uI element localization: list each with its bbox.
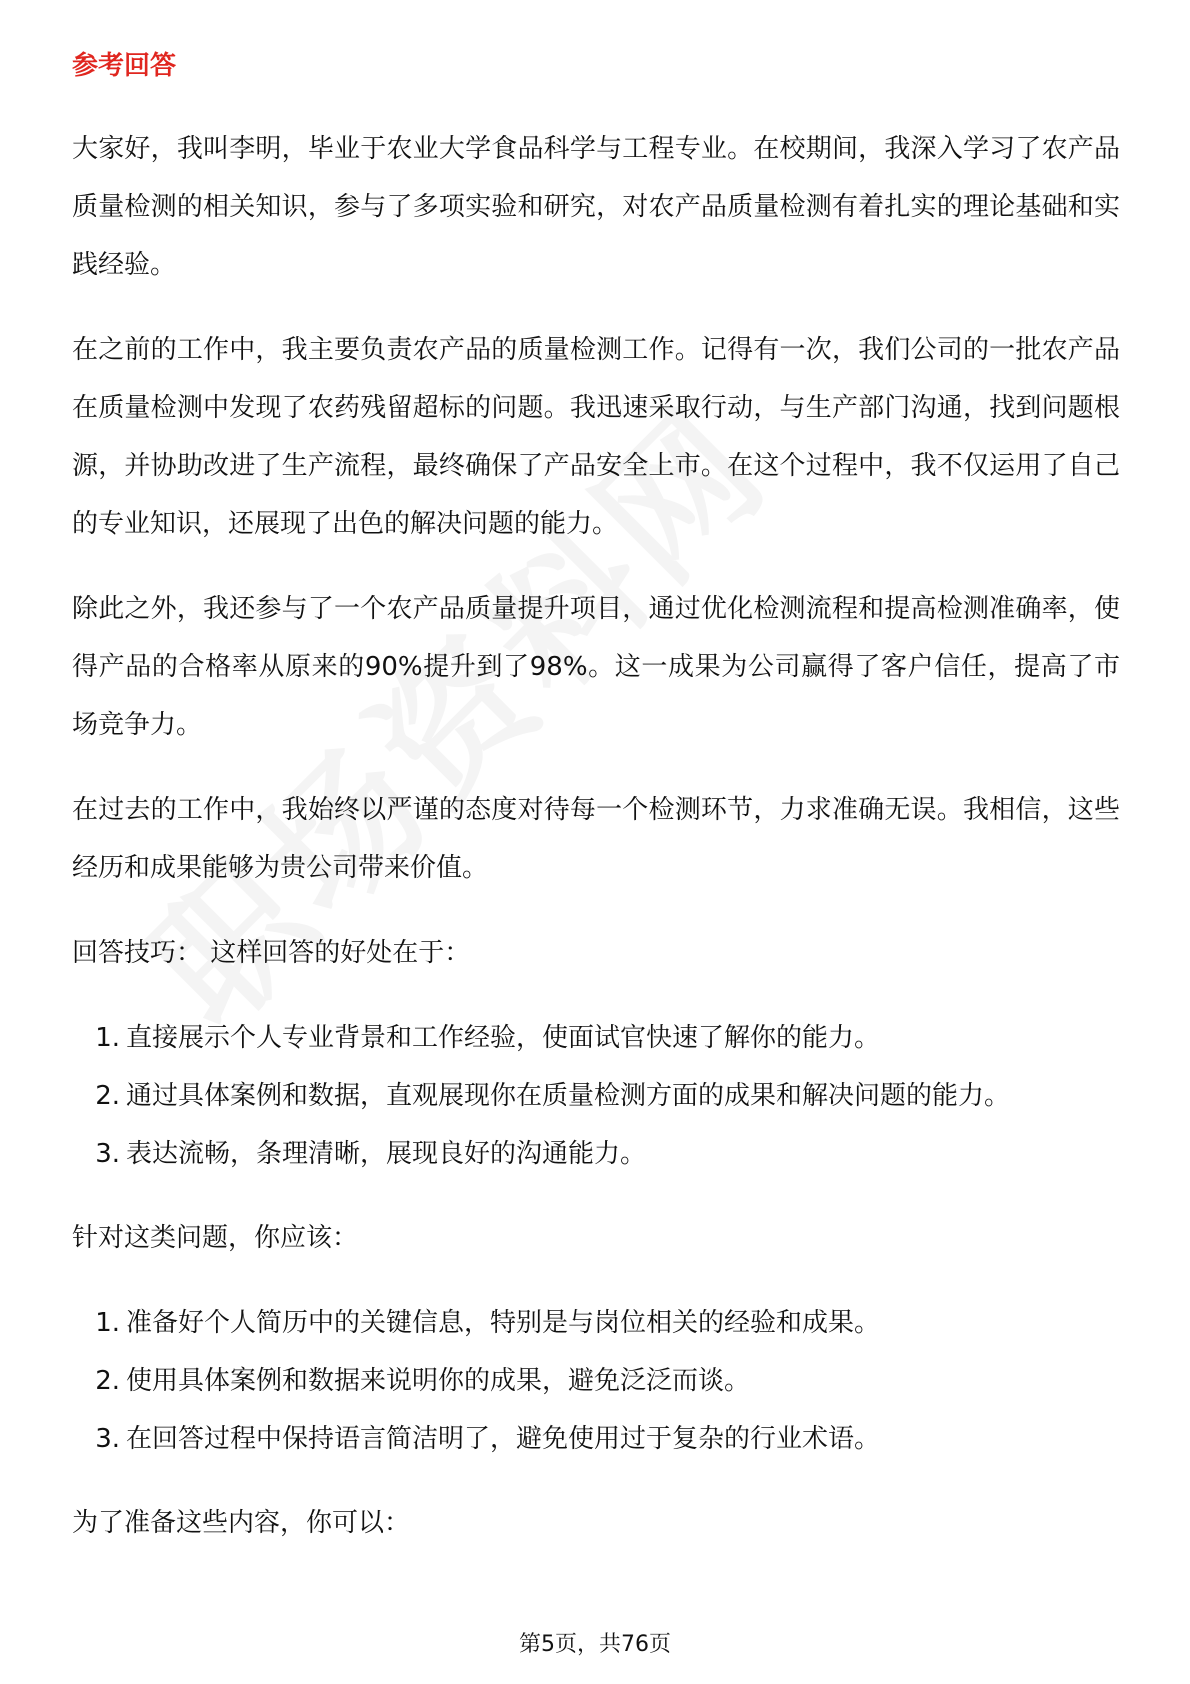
list-item-text: 通过具体案例和数据，直观展现你在质量检测方面的成果和解决问题的能力。: [126, 1081, 1011, 1111]
list-item-text: 准备好个人简历中的关键信息，特别是与岗位相关的经验和成果。: [126, 1308, 881, 1338]
list-number: 3.: [95, 1139, 120, 1169]
list-item-text: 直接展示个人专业背景和工作经验，使面试官快速了解你的能力。: [126, 1023, 881, 1053]
list-item: [72, 1125, 1120, 1183]
answer-paragraph-1: 大家好，我叫李明，毕业于农业大学食品科学与工程专业。在校期间，我深入学习了农产品质量检测的相关知识，参与了多项实验和研究，对农产品质量检测有着扎实的理论基础和实践经验。: [72, 134, 1120, 280]
list-item: [72, 1352, 1120, 1410]
answer-paragraph-4: 在过去的工作中，我始终以严谨的态度对待每一个检测环节，力求准确无误。我相信，这些经历和成果能够为贵公司带来价值。: [72, 795, 1120, 883]
tips-intro: 回答技巧： 这样回答的好处在于：: [72, 938, 471, 968]
section-heading: 参考回答: [72, 51, 177, 81]
list-item-text: 表达流畅，条理清晰，展现良好的沟通能力。: [126, 1139, 647, 1169]
list-item: [72, 1009, 1120, 1067]
advice-intro: 针对这类问题，你应该：: [72, 1223, 359, 1253]
answer-paragraph-3: 除此之外，我还参与了一个农产品质量提升项目，通过优化检测流程和提高检测准确率，使得产品的合格率从原来的90%提升到了98%。这一成果为公司赢得了客户信任，提高了市场竞争力。: [72, 594, 1120, 740]
list-item: [72, 1410, 1120, 1468]
list-item: [72, 1294, 1120, 1352]
list-item: [72, 1067, 1120, 1125]
list-item-text: 使用具体案例和数据来说明你的成果，避免泛泛而谈。: [126, 1366, 751, 1396]
list-number: 2.: [95, 1081, 120, 1111]
list-item-text: 在回答过程中保持语言简洁明了，避免使用过于复杂的行业术语。: [126, 1424, 881, 1454]
closing-paragraph: 为了准备这些内容，你可以：: [72, 1508, 411, 1538]
tips-list: [72, 1009, 1120, 1183]
advice-list: [72, 1294, 1120, 1468]
list-number: 1.: [95, 1308, 120, 1338]
list-number: 3.: [95, 1424, 120, 1454]
answer-paragraph-2: 在之前的工作中，我主要负责农产品的质量检测工作。记得有一次，我们公司的一批农产品在质量检测中发现了农药残留超标的问题。我迅速采取行动，与生产部门沟通，找到问题根源，并协助改进了生产流程，最终确保了产品安全上市。在这个过程中，我不仅运用了自己的专业知识，还展现了出色的解决问题的能力。: [72, 335, 1120, 539]
list-number: 1.: [95, 1023, 120, 1053]
page-content: [72, 48, 1120, 1579]
list-number: 2.: [95, 1366, 120, 1396]
page-footer: 第5页，共76页: [519, 1632, 671, 1657]
